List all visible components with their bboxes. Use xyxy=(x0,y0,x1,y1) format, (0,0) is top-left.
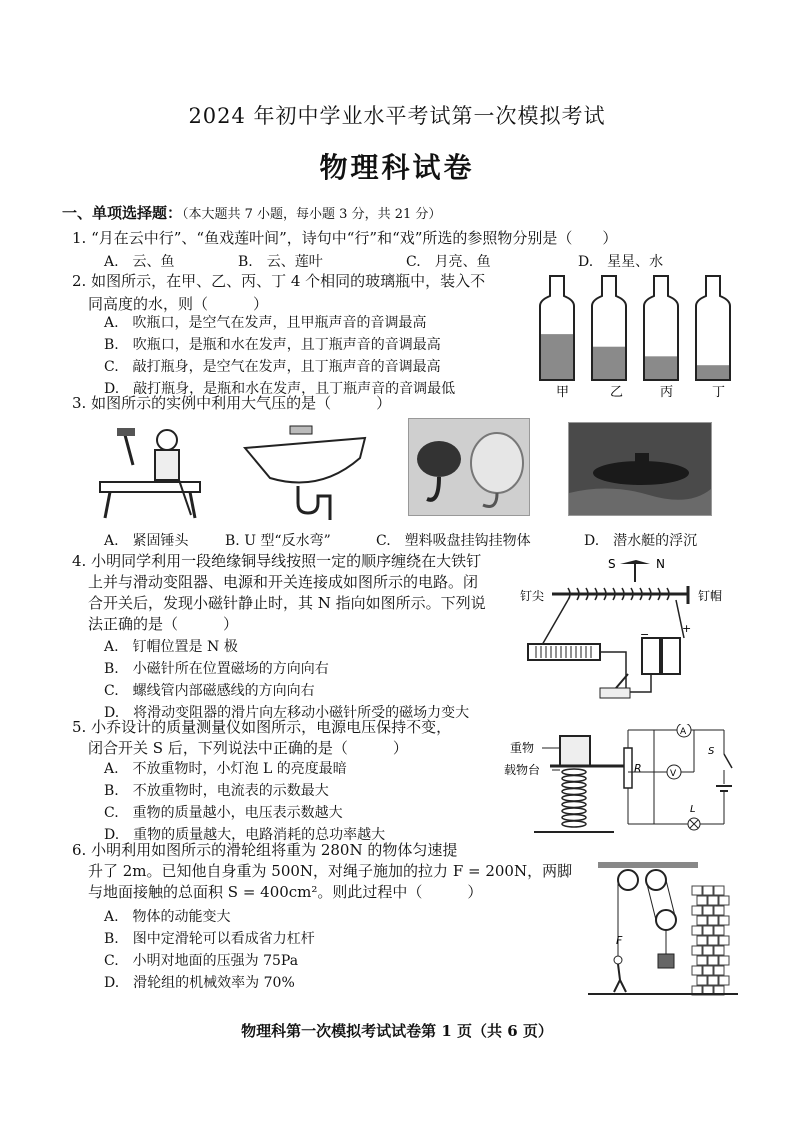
q6-option-a: A. 物体的动能变大 xyxy=(104,909,231,925)
q4-stem-line3: 合开关后，发现小磁针静止时，其 N 指向如图所示。下列说 xyxy=(88,594,486,612)
q4-stem-line4: 法正确的是（ ） xyxy=(88,615,239,633)
pulley-figure xyxy=(588,858,738,1000)
bottle-label-bing: 丙 xyxy=(660,385,674,400)
q6-stem-line1: 6. 小明利用如图所示的滑轮组将重为 280N 的物体匀速提 xyxy=(72,841,458,859)
q6-options xyxy=(104,906,315,994)
subject-title: 物理科试卷 xyxy=(319,151,475,184)
compass-s-label: S xyxy=(608,557,616,571)
q2-option-a: A. 吹瓶口，是空气在发声，且甲瓶声音的音调最高 xyxy=(104,315,427,331)
man-icon xyxy=(614,964,626,992)
lamp-label: L xyxy=(690,804,696,815)
resistor-icon xyxy=(624,748,632,788)
battery-minus-label: − xyxy=(640,628,650,641)
q1-option-a: A. 云、鱼 xyxy=(104,254,175,270)
voltmeter-label: V xyxy=(670,769,677,779)
q2-stem-line1: 2. 如图所示，在甲、乙、丙、丁 4 个相同的玻璃瓶中，装入不 xyxy=(72,272,486,290)
q2-options xyxy=(104,312,455,400)
q4-option-d: D. 将滑动变阻器的滑片向左移动小磁针所受的磁场力变大 xyxy=(104,705,470,721)
section-note: （本大题共 7 小题，每小题 3 分，共 21 分） xyxy=(182,207,442,222)
switch-s-icon xyxy=(724,754,732,768)
q6-option-d: D. 滑轮组的机械效率为 70% xyxy=(104,975,295,991)
q6-stem xyxy=(72,840,572,903)
q3-option-b: B. U 型“反水弯” xyxy=(225,533,331,549)
q5-stem-line1: 5. 小乔设计的质量测量仪如图所示，电源电压保持不变， xyxy=(72,718,452,736)
nail-tip-label: 钉尖 xyxy=(520,589,545,603)
bottles-figure xyxy=(530,268,740,403)
exam-title: 2024 年初中学业水平考试第一次模拟考试 xyxy=(188,104,606,128)
section-title: 一、单项选择题： xyxy=(62,204,183,222)
q5-option-a: A. 不放重物时，小灯泡 L 的亮度最暗 xyxy=(104,761,347,777)
bottle-label-jia: 甲 xyxy=(556,385,570,400)
q2-option-d: D. 敲打瓶身，是瓶和水在发声，且丁瓶声音的音调最低 xyxy=(104,381,456,397)
fixed-pulley-icon xyxy=(618,870,638,890)
bottle-label-ding: 丁 xyxy=(712,385,726,400)
q6-stem-line3: 与地面接触的总面积 S = 400cm²。则此过程中（ ） xyxy=(88,883,483,901)
q4-option-b: B. 小磁针所在位置磁场的方向向右 xyxy=(104,661,329,677)
page-footer: 物理科第一次模拟考试试卷第 1 页（共 6 页） xyxy=(241,1022,553,1040)
q5-stem-line2: 闭合开关 S 后，下列说法中正确的是（ ） xyxy=(88,739,408,757)
mass-meter-figure xyxy=(504,724,744,840)
battery-icon xyxy=(642,638,660,674)
q1-option-c: C. 月亮、鱼 xyxy=(406,254,491,270)
q1-option-d: D. 星星、水 xyxy=(578,254,664,270)
q5-options xyxy=(104,758,385,846)
q4-option-a: A. 钉帽位置是 N 极 xyxy=(104,639,238,655)
resistor-label: R xyxy=(634,762,642,775)
force-label: F xyxy=(616,934,623,947)
compass-needle-icon xyxy=(620,560,650,564)
q1-stem: 1. “月在云中行”、“鱼戏莲叶间”，诗句中“行”和“戏”所选的参照物分别是（ ） xyxy=(72,229,618,247)
suction-hook-icon xyxy=(408,418,530,516)
q5-option-b: B. 不放重物时，电流表的示数最大 xyxy=(104,783,329,799)
sink-icon xyxy=(240,418,370,522)
bottle-icon xyxy=(540,276,574,380)
q5-stem xyxy=(72,717,451,759)
electromagnet-figure xyxy=(516,552,746,722)
q6-option-c: C. 小明对地面的压强为 75Pa xyxy=(104,953,299,969)
load-block-icon xyxy=(658,954,674,968)
weight-icon xyxy=(560,736,590,766)
q6-stem-line2: 升了 2m。已知他自身重为 500N，对绳子施加的拉力 F = 200N，两脚 xyxy=(88,862,573,880)
submarine-icon xyxy=(568,422,712,516)
q2-option-b: B. 吹瓶口，是瓶和水在发声，且丁瓶声音的音调最高 xyxy=(104,337,441,353)
q6-option-b: B. 图中定滑轮可以看成省力杠杆 xyxy=(104,931,315,947)
section-heading xyxy=(62,202,441,223)
weight-label: 重物 xyxy=(510,741,535,755)
bottle-label-yi: 乙 xyxy=(610,385,624,400)
bottle-icon xyxy=(592,276,626,380)
platform-label: 载物台 xyxy=(504,763,541,777)
q2-stem-line2: 同高度的水，则（ ） xyxy=(88,295,269,313)
ammeter-label: A xyxy=(680,727,687,737)
q3-option-c: C. 塑料吸盘挂钩挂物体 xyxy=(376,533,531,549)
compass-n-label: N xyxy=(656,557,665,571)
nail-cap-label: 钉帽 xyxy=(698,589,723,603)
bottle-icon xyxy=(644,276,678,380)
q4-stem-line2: 上并与滑动变阻器、电源和开关连接成如图所示的电路。闭 xyxy=(88,573,479,591)
q4-stem xyxy=(72,551,486,635)
q3-stem: 3. 如图所示的实例中利用大气压的是（ ） xyxy=(72,394,392,412)
switch-s-label: S xyxy=(708,746,715,757)
q2-option-c: C. 敲打瓶身，是空气在发声，且丁瓶声音的音调最高 xyxy=(104,359,441,375)
hammer-worker-icon xyxy=(95,420,215,520)
battery-plus-label: + xyxy=(682,622,692,635)
q1-option-b: B. 云、莲叶 xyxy=(238,254,323,270)
q4-options xyxy=(104,636,469,724)
q3-option-a: A. 紧固锤头 xyxy=(104,533,189,549)
q5-option-d: D. 重物的质量越大，电路消耗的总功率越大 xyxy=(104,827,386,843)
q3-option-d: D. 潜水艇的浮沉 xyxy=(584,533,698,549)
switch-icon xyxy=(600,688,630,698)
movable-pulley-icon xyxy=(656,910,676,930)
bottle-icon xyxy=(696,276,730,380)
q4-stem-line1: 4. 小明同学利用一段绝缘铜导线按照一定的顺序缠绕在大铁钉 xyxy=(72,552,482,570)
q5-option-c: C. 重物的质量越小，电压表示数越大 xyxy=(104,805,343,821)
q4-option-c: C. 螺线管内部磁感线的方向向右 xyxy=(104,683,315,699)
